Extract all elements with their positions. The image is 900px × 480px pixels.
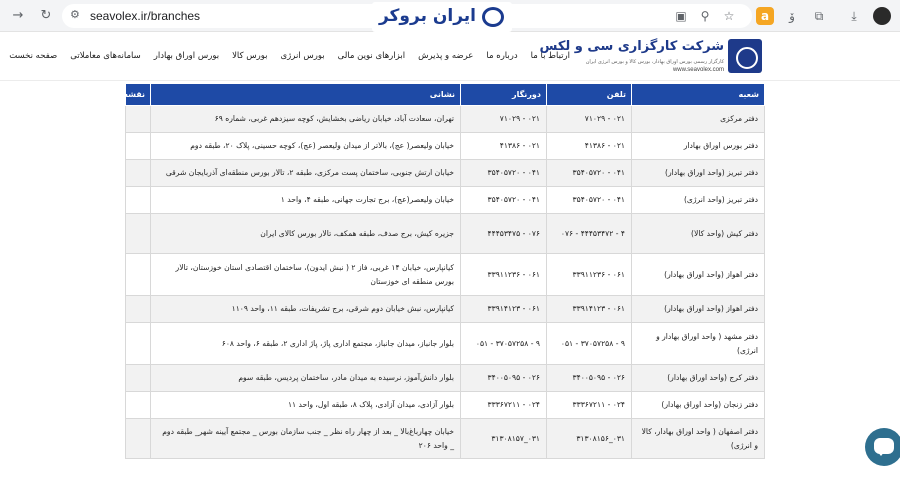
table-row: [126, 254, 765, 296]
watermark-logo: [372, 2, 512, 32]
cell-phone: ۰۶۱ - ۳۳۹۱۱۲۳۶: [547, 254, 632, 296]
cell-address: بلوار جانباز، میدان جانباز، مجتمع اداری پاژ، پاژ اداری ۲، طبقه ۶، واحد ۶۰۸: [151, 323, 461, 365]
back-arrow-icon[interactable]: →: [12, 8, 24, 23]
cell-phone: ۹ - ۳۷۰۵۷۲۵۸ - ۰۵۱: [547, 323, 632, 365]
table-row: [126, 187, 765, 214]
table-row: [126, 160, 765, 187]
cell-fax: ۰۲۱ - ۷۱۰۲۹: [461, 106, 547, 133]
cell-phone: ۰۲۱ - ۷۱۰۲۹: [547, 106, 632, 133]
logo-subtitle: کارگزار رسمی بورس اوراق بهادار، بورس کالا و بورس انرژی ایران: [585, 59, 724, 65]
cell-address: بلوار آزادی، میدان آزادی، پلاک ۸، طبقه اول، واحد ۱۱: [151, 392, 461, 419]
cell-branch: دفتر اهواز (واحد اوراق بهادار): [632, 296, 765, 323]
logo-title: شرکت کارگزاری سی و لکس: [539, 39, 724, 54]
table-row: [126, 214, 765, 254]
table-row: [126, 296, 765, 323]
cell-fax: ۹ - ۳۷۰۵۷۲۵۸ - ۰۵۱: [461, 323, 547, 365]
header-map: نقشه: [126, 84, 151, 106]
main-menu: [9, 51, 570, 61]
cell-address: خیابان ارتش جنوبی، ساختمان پست مرکزی، طبقه ۲، تالار بورس منطقه‌ای آذربایجان شرقی: [151, 160, 461, 187]
extension-vav-icon[interactable]: ۆ: [789, 9, 795, 23]
watermark-emblem-icon: [482, 7, 504, 27]
cell-branch: دفتر زنجان (واحد اوراق بهادار): [632, 392, 765, 419]
url-text[interactable]: seavolex.ir/branches: [90, 9, 201, 23]
cell-branch: دفتر اصفهان ( واحد اوراق بهادار، کالا و انرژی): [632, 419, 765, 459]
cell-branch: دفتر کیش (واحد کالا): [632, 214, 765, 254]
menu-item-supply-listing[interactable]: عرضه و پذیرش: [418, 51, 474, 61]
header-fax: دورنگار: [461, 84, 547, 106]
cell-map[interactable]: [126, 254, 151, 296]
cell-branch: دفتر مرکزی: [632, 106, 765, 133]
cell-address: کیانپارس، خیابان ۱۴ غربی، فاز ۲ ( نبش ایدون)، ساختمان اقتصادی استان خوزستان، تالار بورس منطقه ای خوزستان: [151, 254, 461, 296]
cell-map[interactable]: [126, 323, 151, 365]
watermark-text: ایران بروکر: [378, 6, 476, 26]
cell-map[interactable]: [126, 296, 151, 323]
header-branch: شعبه: [632, 84, 765, 106]
star-icon[interactable]: ☆: [723, 9, 735, 23]
cell-map[interactable]: [126, 106, 151, 133]
cell-phone: ۰۲۴ - ۳۳۳۶۷۲۱۱: [547, 392, 632, 419]
cell-map[interactable]: [126, 187, 151, 214]
cell-fax: ۰۲۱ - ۴۱۳۸۶: [461, 133, 547, 160]
header-address: نشانی: [151, 84, 461, 106]
cell-map[interactable]: [126, 133, 151, 160]
menu-item-financial-tools[interactable]: ابزارهای نوین مالی: [337, 51, 406, 61]
reload-icon[interactable]: ↻: [40, 8, 52, 23]
branches-table-container: [125, 83, 764, 459]
site-header: [0, 33, 900, 81]
cell-fax: ۰۳۱_۳۱۳۰۸۱۵۷: [461, 419, 547, 459]
cell-fax: ۰۷۶ - ۴۴۴۵۳۴۷۵: [461, 214, 547, 254]
table-row: [126, 419, 765, 459]
cell-address: خیابان ولیعصر(عج)، برج تجارت جهانی، طبقه ۴، واحد ۱: [151, 187, 461, 214]
cell-fax: ۰۴۱ - ۳۵۴۰۵۷۲۰: [461, 160, 547, 187]
cell-fax: ۰۶۱ - ۳۳۹۱۴۱۲۳: [461, 296, 547, 323]
table-row: [126, 365, 765, 392]
cell-phone: ۴ - ۴۴۴۵۳۴۷۲ - ۰۷۶: [547, 214, 632, 254]
cell-phone: ۰۲۱ - ۴۱۳۸۶: [547, 133, 632, 160]
chat-button[interactable]: [865, 428, 900, 466]
cell-fax: ۰۲۴ - ۳۳۳۶۷۲۱۱: [461, 392, 547, 419]
cell-map[interactable]: [126, 392, 151, 419]
menu-item-commodity-exchange[interactable]: بورس کالا: [232, 51, 268, 61]
branches-table: [125, 83, 765, 459]
cell-address: خیابان ولیعصر( عج)، بالاتر از میدان ولیعصر (عج)، کوچه حسینی، پلاک ۲۰، طبقه دوم: [151, 133, 461, 160]
header-phone: تلفن: [547, 84, 632, 106]
menu-item-about[interactable]: درباره ما: [486, 51, 518, 61]
menu-item-home[interactable]: صفحه نخست: [9, 51, 58, 61]
cell-address: تهران، سعادت آباد، خیابان ریاضی بخشایش، کوچه سیزدهم غربی، شماره ۶۹: [151, 106, 461, 133]
cell-map[interactable]: [126, 419, 151, 459]
menu-item-securities-exchange[interactable]: بورس اوراق بهادار: [153, 51, 220, 61]
table-row: [126, 133, 765, 160]
cell-fax: ۰۲۶ - ۳۴۰۰۵۰۹۵: [461, 365, 547, 392]
table-row: [126, 323, 765, 365]
cell-fax: ۰۶۱ - ۳۳۹۱۱۲۳۶: [461, 254, 547, 296]
cell-branch: دفتر تبریز (واحد انرژی): [632, 187, 765, 214]
table-row: [126, 106, 765, 133]
cell-branch: دفتر تبریز (واحد اوراق بهادار): [632, 160, 765, 187]
table-header-row: [126, 84, 765, 106]
translate-icon[interactable]: ▣: [675, 9, 687, 23]
download-icon[interactable]: ⤓: [851, 9, 857, 23]
zoom-icon[interactable]: ⚲: [700, 9, 710, 23]
cell-map[interactable]: [126, 214, 151, 254]
cell-branch: دفتر مشهد ( واحد اوراق بهادار و انرژی): [632, 323, 765, 365]
cell-map[interactable]: [126, 160, 151, 187]
logo-url: www.seavolex.com: [672, 67, 724, 73]
cell-map[interactable]: [126, 365, 151, 392]
cell-phone: ۰۳۱_۳۱۳۰۸۱۵۶: [547, 419, 632, 459]
cell-phone: ۰۲۶ - ۳۴۰۰۵۰۹۵: [547, 365, 632, 392]
cell-address: جزیره کیش، برج صدف، طبقه همکف، تالار بورس کالای ایران: [151, 214, 461, 254]
cell-phone: ۰۶۱ - ۳۳۹۱۴۱۲۳: [547, 296, 632, 323]
menu-item-energy-exchange[interactable]: بورس انرژی: [280, 51, 325, 61]
table-row: [126, 392, 765, 419]
cell-fax: ۰۴۱ - ۳۵۴۰۵۷۲۰: [461, 187, 547, 214]
cell-address: خیابان چهارباغ‌بالا _ بعد از چهار راه نظر _ جنب سازمان بورس _ مجتمع آیینه شهر_ طبقه دوم _ واحد ۲۰۶: [151, 419, 461, 459]
cell-phone: ۰۴۱ - ۳۵۴۰۵۷۲۰: [547, 160, 632, 187]
menu-item-contact[interactable]: ارتباط با ما: [530, 51, 570, 61]
logo-emblem-icon: [728, 39, 762, 73]
puzzle-icon[interactable]: ⧉: [814, 9, 824, 23]
chat-icon: [874, 438, 894, 454]
tune-icon[interactable]: ⚙: [70, 8, 80, 21]
cell-phone: ۰۴۱ - ۳۵۴۰۵۷۲۰: [547, 187, 632, 214]
cell-branch: دفتر کرج (واحد اوراق بهادار): [632, 365, 765, 392]
cell-address: کیانپارس، نبش خیابان دوم شرقی، برج تشریفات، طبقه ۱۱، واحد ۱۱۰۹: [151, 296, 461, 323]
cell-branch: دفتر بورس اوراق بهادار: [632, 133, 765, 160]
extension-a-icon[interactable]: a: [756, 7, 774, 25]
profile-avatar[interactable]: [873, 7, 891, 25]
cell-address: بلوار دانش‌آموز، نرسیده به میدان مادر، ساختمان پردیس، طبقه سوم: [151, 365, 461, 392]
cell-branch: دفتر اهواز (واحد اوراق بهادار): [632, 254, 765, 296]
menu-item-trading-systems[interactable]: سامانه‌های معاملاتی: [70, 51, 141, 61]
